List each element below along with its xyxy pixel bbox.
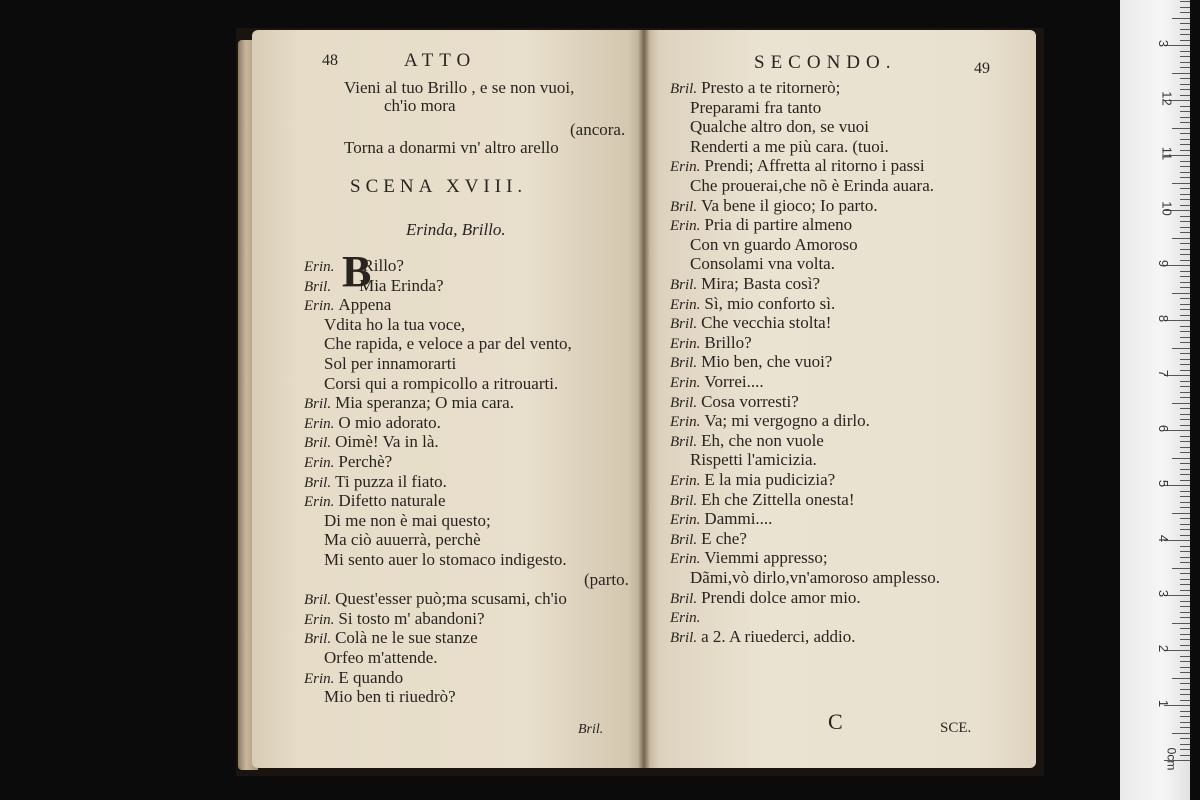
dialogue-text: Renderti a me più cara. (tuoi.	[690, 136, 889, 156]
right-dialogue-line	[670, 392, 799, 413]
speaker-label: Erin.	[304, 298, 335, 315]
dialogue-text: Vdita ho la tua voce,	[324, 314, 466, 334]
ruler-tick	[1172, 128, 1190, 129]
ruler-tick	[1172, 403, 1190, 404]
ruler-number: 3	[1156, 589, 1172, 598]
ruler-tick	[1180, 276, 1190, 277]
speaker-label: Bril.	[670, 198, 698, 215]
ruler-tick	[1180, 315, 1190, 316]
right-dialogue-line	[670, 333, 752, 354]
dialogue-text: Vorrei....	[704, 372, 764, 391]
dialogue-text: Mia speranza; O mia cara.	[335, 393, 514, 413]
ruler-tick	[1180, 612, 1190, 613]
dialogue-text: Sol per innamorarti	[324, 354, 457, 373]
ruler-tick	[1180, 700, 1190, 701]
ruler-tick	[1180, 645, 1190, 646]
speaker-label: Bril.	[304, 631, 332, 648]
ruler-tick	[1180, 260, 1190, 261]
ruler-tick	[1180, 56, 1190, 57]
ruler-tick	[1180, 353, 1190, 354]
ruler-tick	[1180, 337, 1190, 338]
scene-title: SCENA XVIII.	[350, 176, 528, 197]
ruler-tick	[1180, 414, 1190, 415]
ruler-tick	[1172, 293, 1190, 294]
dialogue-text: Va bene il gioco; Io parto.	[701, 195, 878, 215]
ruler-tick	[1172, 733, 1190, 734]
ruler-tick	[1180, 62, 1190, 63]
speaker-label: Erin.	[304, 670, 335, 687]
left-dialogue-line	[324, 550, 567, 570]
dialogue-text: Consolami vna volta.	[690, 254, 835, 274]
ruler-tick	[1180, 304, 1190, 305]
right-dialogue-line	[670, 490, 855, 511]
dialogue-text: Che vecchia stolta!	[701, 313, 832, 333]
right-dialogue-line	[670, 627, 855, 648]
ruler-tick	[1180, 711, 1190, 712]
ruler-number: 8	[1156, 314, 1172, 323]
ruler-number: 1	[1156, 699, 1172, 708]
ruler-tick	[1172, 623, 1190, 624]
ruler-tick	[1172, 183, 1190, 184]
speaker-label: Erin.	[304, 494, 335, 511]
measuring-ruler	[1120, 0, 1190, 800]
dialogue-text: Di me non è mai questo;	[324, 510, 491, 530]
right-dialogue-line	[670, 215, 852, 236]
ruler-tick	[1180, 40, 1190, 41]
left-dialogue-line	[304, 472, 447, 493]
left-dialogue-line	[304, 276, 444, 297]
speaker-label: Erin.	[670, 335, 701, 352]
right-dialogue-line	[670, 196, 878, 217]
right-dialogue-line	[670, 274, 820, 295]
dialogue-text: Mia Erinda?	[359, 275, 444, 295]
ruler-tick	[1180, 51, 1190, 52]
left-dialogue-line	[304, 491, 446, 512]
ruler-tick	[1180, 150, 1190, 151]
book-gutter	[638, 30, 650, 768]
dialogue-text: Mira; Basta così?	[701, 274, 821, 293]
ruler-tick	[1180, 749, 1190, 750]
right-dialogue-line	[670, 372, 764, 393]
ruler-tick	[1172, 18, 1190, 19]
left-top-line-3: (ancora.	[570, 120, 626, 139]
speaker-label: Bril.	[670, 531, 698, 548]
ruler-tick	[1180, 23, 1190, 24]
ruler-tick	[1180, 386, 1190, 387]
speaker-label: Bril.	[670, 355, 698, 372]
right-dialogue-line	[670, 294, 835, 315]
speaker-label: Bril.	[670, 492, 698, 509]
dialogue-text: E che?	[701, 528, 747, 548]
dialogue-text: Brillo?	[704, 332, 752, 352]
right-dialogue-line	[670, 588, 861, 609]
left-dialogue-line	[304, 609, 485, 630]
ruler-tick	[1180, 7, 1190, 8]
ruler-unit-label: 0cm	[1164, 747, 1179, 771]
right-dialogue-line	[690, 235, 858, 255]
left-top-line-2: ch'io mora	[384, 96, 456, 115]
dialogue-text: Prendi; Affretta al ritorno i passi	[704, 156, 925, 176]
left-dialogue-line	[324, 334, 572, 354]
left-dialogue-line	[304, 589, 567, 610]
right-dialogue-line	[670, 529, 747, 550]
ruler-tick	[1180, 579, 1190, 580]
speaker-label: Erin.	[670, 218, 701, 235]
left-dialogue-line	[324, 687, 456, 707]
ruler-tick	[1180, 166, 1190, 167]
ruler-tick	[1180, 562, 1190, 563]
ruler-tick	[1180, 78, 1190, 79]
speaker-label: Erin.	[670, 551, 701, 568]
left-top-line-1: Vieni al tuo Brillo , e se non vuoi,	[344, 78, 575, 97]
ruler-tick	[1180, 474, 1190, 475]
dialogue-text: Va; mi vergogno a dirlo.	[704, 411, 870, 431]
ruler-tick	[1180, 227, 1190, 228]
speaker-label: Bril.	[304, 435, 332, 452]
speaker-label: Bril.	[304, 278, 332, 295]
right-dialogue-line	[670, 509, 772, 530]
left-page	[252, 30, 644, 768]
dialogue-text: Eh che Zittella onesta!	[701, 489, 855, 509]
ruler-tick	[1180, 628, 1190, 629]
ruler-tick	[1172, 568, 1190, 569]
dialogue-text: Oimè! Va in là.	[335, 432, 439, 452]
scene-persons: Erinda, Brillo.	[406, 220, 506, 239]
ruler-tick	[1180, 249, 1190, 250]
ruler-tick	[1172, 678, 1190, 679]
left-catchword: Bril.	[578, 722, 604, 737]
dialogue-text: Dãmi,vò dirlo,vn'amoroso amplesso.	[690, 568, 941, 587]
ruler-tick	[1180, 656, 1190, 657]
ruler-tick	[1180, 381, 1190, 382]
ruler-tick	[1180, 518, 1190, 519]
ruler-tick	[1180, 716, 1190, 717]
dialogue-text: Pria di partire almeno	[704, 215, 853, 235]
ruler-number: 10	[1159, 201, 1175, 216]
ruler-tick	[1180, 392, 1190, 393]
ruler-tick	[1180, 535, 1190, 536]
dialogue-text: Si tosto m' abandoni?	[338, 608, 485, 628]
ruler-tick	[1180, 447, 1190, 448]
ruler-tick	[1180, 1, 1190, 2]
ruler-number: 4	[1156, 534, 1172, 543]
right-dialogue-line	[690, 568, 940, 588]
ruler-tick	[1180, 419, 1190, 420]
ruler-tick	[1180, 639, 1190, 640]
right-running-header: SECONDO.	[754, 52, 897, 73]
dialogue-text: Colà ne le sue stanze	[335, 628, 478, 648]
ruler-tick	[1180, 738, 1190, 739]
dialogue-text: Appena	[338, 295, 392, 315]
speaker-label: Erin.	[304, 259, 335, 275]
right-dialogue-line	[670, 470, 835, 491]
ruler-tick	[1180, 661, 1190, 662]
ruler-tick	[1180, 683, 1190, 684]
speaker-label: Bril.	[670, 629, 698, 646]
ruler-tick	[1180, 584, 1190, 585]
ruler-tick	[1180, 507, 1190, 508]
ruler-tick	[1180, 34, 1190, 35]
left-top-line-4: Torna a donarmi vn' altro arello	[344, 138, 559, 157]
ruler-number: 6	[1156, 424, 1172, 433]
right-dialogue-line	[690, 137, 889, 157]
ruler-number: 9	[1156, 259, 1172, 268]
ruler-tick	[1180, 634, 1190, 635]
dialogue-text: Mio ben ti riuedrò?	[324, 687, 456, 707]
ruler-tick	[1180, 452, 1190, 453]
dialogue-text: Viemmi appresso;	[704, 548, 828, 568]
speaker-label: Erin.	[670, 414, 701, 431]
dialogue-text: Difetto naturale	[338, 491, 446, 511]
ruler-tick	[1180, 232, 1190, 233]
ruler-tick	[1180, 370, 1190, 371]
ruler-tick	[1180, 480, 1190, 481]
ruler-tick	[1180, 117, 1190, 118]
ruler-tick	[1180, 326, 1190, 327]
ruler-tick	[1180, 601, 1190, 602]
ruler-tick	[1180, 524, 1190, 525]
right-dialogue-line	[670, 607, 704, 628]
ruler-tick	[1180, 573, 1190, 574]
ruler-tick	[1180, 590, 1190, 591]
right-page-number: 49	[974, 60, 990, 77]
ruler-tick	[1180, 689, 1190, 690]
ruler-tick	[1180, 463, 1190, 464]
ruler-tick	[1180, 199, 1190, 200]
ruler-tick	[1180, 172, 1190, 173]
signature-mark: C	[828, 709, 843, 734]
ruler-tick	[1180, 755, 1190, 756]
speaker-label: Erin.	[670, 610, 701, 627]
ruler-tick	[1180, 529, 1190, 530]
left-running-header: ATTO	[404, 50, 477, 71]
ruler-tick	[1180, 727, 1190, 728]
ruler-tick	[1180, 282, 1190, 283]
speaker-label: Erin.	[304, 455, 335, 471]
right-dialogue-line	[670, 431, 824, 452]
left-dialogue-line	[304, 295, 391, 316]
left-dialogue-line	[324, 511, 491, 531]
ruler-tick	[1180, 216, 1190, 217]
ruler-number: 7	[1156, 369, 1172, 378]
ruler-tick	[1172, 348, 1190, 349]
ruler-tick	[1180, 84, 1190, 85]
speaker-label: Erin.	[304, 415, 335, 432]
dialogue-text: Con vn guardo Amoroso	[690, 234, 858, 254]
ruler-tick	[1180, 491, 1190, 492]
right-catchword: SCE.	[940, 720, 972, 736]
ruler-tick	[1180, 617, 1190, 618]
ruler-tick	[1180, 194, 1190, 195]
ruler-tick	[1180, 606, 1190, 607]
dialogue-text: Presto a te ritornerò;	[701, 78, 841, 97]
left-dialogue-line	[304, 393, 514, 414]
drop-cap: B	[342, 247, 372, 296]
dialogue-text: Corsi qui a rompicollo a ritrouarti.	[324, 373, 559, 393]
ruler-tick	[1180, 496, 1190, 497]
ruler-tick	[1180, 139, 1190, 140]
ruler-tick	[1180, 188, 1190, 189]
ruler-tick	[1172, 238, 1190, 239]
ruler-tick	[1180, 287, 1190, 288]
speaker-label: Erin.	[670, 159, 701, 176]
dialogue-text: Preparami fra tanto	[690, 97, 822, 117]
ruler-tick	[1180, 722, 1190, 723]
ruler-tick	[1180, 12, 1190, 13]
ruler-tick	[1180, 161, 1190, 162]
left-dialogue-line	[324, 354, 456, 374]
ruler-tick	[1180, 254, 1190, 255]
dialogue-text: Rillo?	[362, 256, 404, 275]
ruler-tick	[1172, 513, 1190, 514]
ruler-tick	[1180, 111, 1190, 112]
speaker-label: Bril.	[670, 277, 698, 293]
ruler-tick	[1180, 744, 1190, 745]
dialogue-text: E quando	[338, 667, 404, 687]
dialogue-text: Rispetti l'amicizia.	[690, 450, 817, 470]
right-dialogue-line	[670, 156, 925, 177]
dialogue-text: Cosa vorresti?	[701, 391, 799, 411]
ruler-tick	[1180, 67, 1190, 68]
speaker-label: Bril.	[304, 474, 332, 491]
left-dialogue-line	[304, 668, 403, 689]
right-dialogue-line	[670, 352, 832, 373]
dialogue-text: E la mia pudicizia?	[704, 470, 836, 489]
ruler-tick	[1180, 89, 1190, 90]
right-page	[644, 30, 1036, 768]
ruler-tick	[1172, 73, 1190, 74]
ruler-tick	[1180, 436, 1190, 437]
ruler-number: 2	[1156, 644, 1172, 653]
left-page-number: 48	[322, 52, 338, 69]
ruler-tick	[1180, 469, 1190, 470]
speaker-label: Bril.	[670, 433, 698, 450]
ruler-tick	[1180, 243, 1190, 244]
dialogue-text: Qualche altro don, se vuoi	[690, 117, 869, 137]
ruler-tick	[1180, 551, 1190, 552]
ruler-tick	[1180, 425, 1190, 426]
ruler-number: 11	[1159, 146, 1175, 161]
right-dialogue-line	[690, 98, 821, 118]
ruler-tick	[1180, 106, 1190, 107]
ruler-tick	[1180, 95, 1190, 96]
ruler-tick	[1180, 502, 1190, 503]
dialogue-text: Sì, mio conforto sì.	[704, 293, 836, 313]
ruler-tick	[1180, 694, 1190, 695]
right-dialogue-line	[670, 411, 870, 432]
dialogue-text: Prendi dolce amor mio.	[701, 587, 861, 607]
speaker-label: Erin.	[670, 375, 701, 391]
ruler-tick	[1180, 441, 1190, 442]
ruler-tick	[1180, 408, 1190, 409]
ruler-tick	[1180, 364, 1190, 365]
dialogue-text: Quest'esser può;ma scusami, ch'io	[335, 589, 567, 609]
right-dialogue-line	[670, 548, 828, 569]
speaker-label: Bril.	[670, 316, 698, 333]
ruler-tick	[1172, 458, 1190, 459]
ruler-tick	[1180, 221, 1190, 222]
dialogue-text: Ma ciò auuerrà, perchè	[324, 530, 481, 550]
speaker-label: Erin.	[304, 611, 335, 628]
ruler-tick	[1180, 309, 1190, 310]
dialogue-text: O mio adorato.	[338, 412, 441, 432]
dialogue-text: Che rapida, e veloce a par del vento,	[324, 334, 572, 354]
ruler-tick	[1180, 342, 1190, 343]
dialogue-text: Dammi....	[704, 509, 773, 529]
dialogue-text: (parto.	[584, 569, 629, 589]
right-dialogue-line	[690, 450, 817, 470]
ruler-tick	[1180, 133, 1190, 134]
ruler-tick	[1180, 205, 1190, 206]
speaker-label: Bril.	[304, 396, 332, 413]
ruler-tick	[1180, 177, 1190, 178]
right-dialogue-line	[690, 176, 934, 196]
left-dialogue-line	[304, 413, 441, 434]
left-dialogue-line	[304, 628, 478, 649]
left-dialogue-line	[304, 256, 404, 277]
left-dialogue-line	[304, 432, 439, 453]
ruler-tick	[1180, 557, 1190, 558]
speaker-label: Bril.	[670, 394, 698, 411]
left-dialogue-line	[324, 315, 465, 335]
dialogue-text: Eh, che non vuole	[701, 430, 824, 450]
ruler-tick	[1180, 331, 1190, 332]
speaker-label: Erin.	[670, 512, 701, 529]
left-dialogue-line	[584, 570, 629, 590]
dialogue-text: Orfeo m'attende.	[324, 648, 438, 667]
left-dialogue-line	[324, 648, 438, 668]
ruler-tick	[1180, 359, 1190, 360]
dialogue-text: Mi sento auer lo stomaco indigesto.	[324, 550, 567, 569]
speaker-label: Erin.	[670, 296, 701, 313]
ruler-number: 5	[1156, 479, 1172, 488]
right-dialogue-line	[670, 313, 831, 334]
speaker-label: Bril.	[670, 81, 698, 97]
left-dialogue-line	[324, 374, 558, 394]
ruler-tick	[1180, 144, 1190, 145]
ruler-tick	[1180, 122, 1190, 123]
ruler-number: 3	[1156, 39, 1172, 48]
dialogue-text: Perchè?	[338, 452, 393, 471]
speaker-label: Erin.	[670, 473, 701, 489]
ruler-tick	[1180, 667, 1190, 668]
ruler-tick	[1180, 271, 1190, 272]
speaker-label: Bril.	[304, 592, 332, 609]
left-dialogue-line	[304, 452, 392, 473]
ruler-number: 12	[1159, 91, 1175, 106]
ruler-tick	[1180, 298, 1190, 299]
ruler-tick	[1180, 397, 1190, 398]
right-dialogue-line	[690, 254, 835, 274]
left-dialogue-line	[324, 530, 481, 550]
right-dialogue-line	[670, 78, 840, 99]
ruler-tick	[1180, 672, 1190, 673]
ruler-tick	[1180, 29, 1190, 30]
dialogue-text: Mio ben, che vuoi?	[701, 352, 833, 372]
speaker-label: Bril.	[670, 590, 698, 607]
dialogue-text: a 2. A riuederci, addio.	[701, 626, 856, 646]
right-dialogue-line	[690, 117, 869, 137]
dialogue-text: Ti puzza il fiato.	[335, 471, 447, 491]
ruler-tick	[1180, 546, 1190, 547]
dialogue-text: Che prouerai,che nõ è Erinda auara.	[690, 176, 935, 195]
